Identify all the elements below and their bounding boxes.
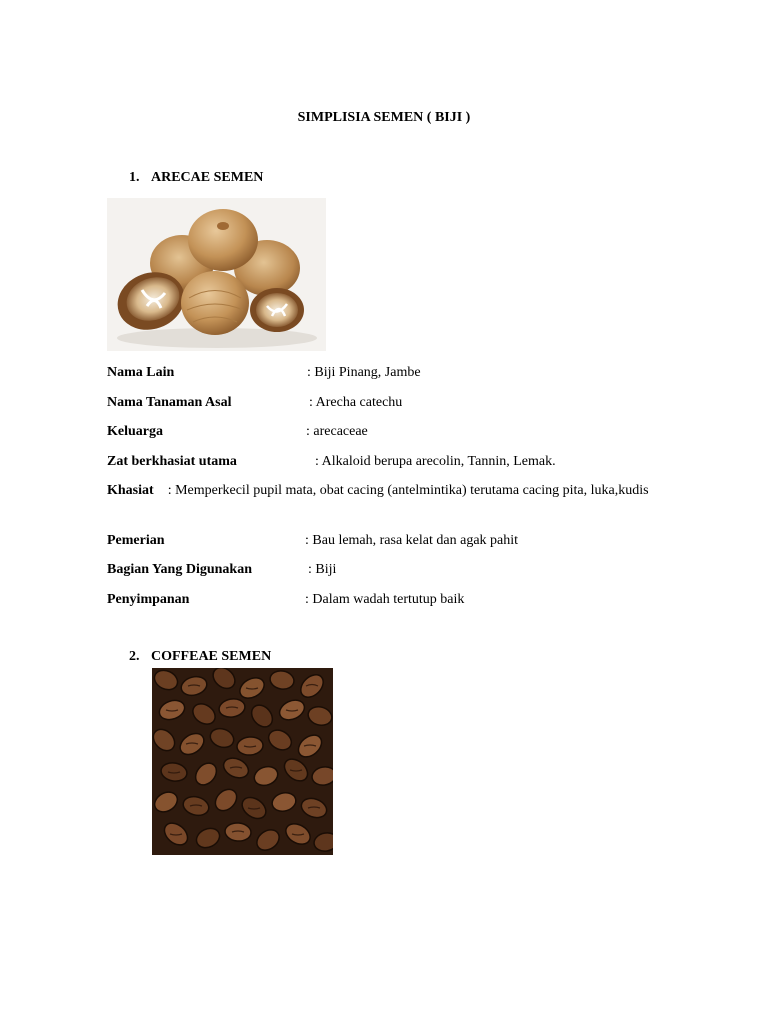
section-number: 1. [129, 170, 140, 185]
property-label: Khasiat [107, 483, 154, 498]
property-value: : Arecha catechu [309, 395, 403, 410]
section-title: COFFEAE SEMEN [151, 649, 272, 664]
property-row-pemerian [107, 532, 660, 550]
property-value: : Memperkecil pupil mata, obat cacing (antelmintika) terutama cacing pita, luka,kudis [167, 483, 649, 498]
property-label: Keluarga [107, 424, 163, 439]
property-value: : arecaceae [306, 424, 368, 439]
section-heading-coffeae [129, 649, 271, 665]
property-row-zat-berkhasiat [107, 453, 660, 471]
property-row-keluarga [107, 423, 660, 441]
coffee-beans-photo [152, 668, 333, 855]
property-row-khasiat [107, 482, 660, 518]
page-title: SIMPLISIA SEMEN ( BIJI ) [297, 110, 471, 125]
property-value: : Biji Pinang, Jambe [307, 365, 421, 380]
property-row-bagian-yang-digunakan [107, 561, 660, 579]
areca-nut-photo [107, 198, 326, 351]
property-label: Bagian Yang Digunakan [107, 562, 252, 577]
section-heading-arecae [129, 170, 263, 186]
section-number: 2. [129, 649, 140, 664]
property-row-penyimpanan [107, 591, 660, 609]
property-wrapped-text [107, 482, 660, 500]
property-row-nama-tanaman-asal [107, 394, 660, 412]
section-title: ARECAE SEMEN [151, 170, 264, 185]
property-label: Penyimpanan [107, 592, 190, 607]
property-row-nama-lain [107, 364, 660, 382]
property-value: : Bau lemah, rasa kelat dan agak pahit [305, 533, 519, 548]
property-value: : Dalam wadah tertutup baik [305, 592, 465, 607]
property-label: Nama Tanaman Asal [107, 395, 232, 410]
property-label: Pemerian [107, 533, 165, 548]
property-label: Zat berkhasiat utama [107, 454, 237, 469]
property-value: : Alkaloid berupa arecolin, Tannin, Lemak. [315, 454, 556, 469]
property-value: : Biji [308, 562, 337, 577]
property-label: Nama Lain [107, 365, 175, 380]
